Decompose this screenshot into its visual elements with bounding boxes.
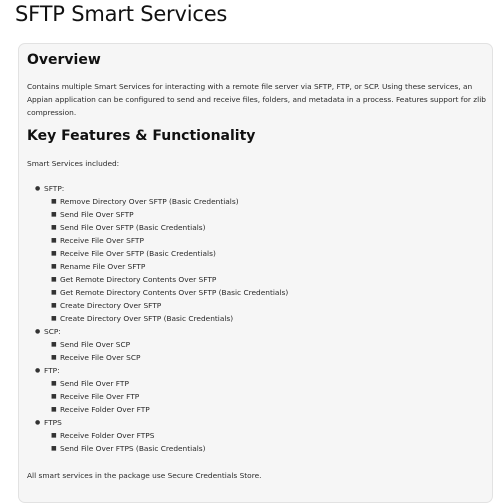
list-item: Send File Over FTP [60,379,129,388]
description-panel [18,43,493,503]
bullet-square: ■ [51,237,57,244]
group-label-scp: SCP: [44,327,61,336]
overview-heading: Overview [27,52,101,68]
bullet-square: ■ [51,198,57,205]
bullet-disc: ● [35,419,41,426]
bullet-disc: ● [35,328,41,335]
list-item: Create Directory Over SFTP [60,301,162,310]
bullet-disc: ● [35,185,41,192]
group-label-ftps: FTPS [44,418,62,427]
list-item: Create Directory Over SFTP (Basic Credentials) [60,314,234,323]
bullet-square: ■ [51,445,57,452]
list-item: Rename File Over SFTP [60,262,146,271]
bullet-square: ■ [51,276,57,283]
features-intro: Smart Services included: [27,159,120,168]
bullet-square: ■ [51,224,57,231]
group-label-ftp: FTP: [44,366,60,375]
list-item: Remove Directory Over SFTP (Basic Credentials) [60,197,239,206]
bullet-square: ■ [51,393,57,400]
list-item: Get Remote Directory Contents Over SFTP [60,275,217,284]
bullet-square: ■ [51,341,57,348]
page-title: SFTP Smart Services [15,2,228,26]
bullet-square: ■ [51,250,57,257]
list-item: Receive Folder Over FTP [60,405,150,414]
bullet-square: ■ [51,432,57,439]
footer-note: All smart services in the package use Secure Credentials Store. [27,471,262,480]
overview-text: Contains multiple Smart Services for interacting with a remote file server via SFTP, FTP, or SCP. Using these services, an Appian application can be configured to send and receive files, folders, and metadata in a process. Features support for zlib compression. [27,82,486,117]
list-item: Send File Over SCP [60,340,131,349]
features-heading: Key Features & Functionality [27,128,256,144]
list-item: Receive File Over SFTP [60,236,144,245]
bullet-square: ■ [51,406,57,413]
bullet-square: ■ [51,289,57,296]
list-item: Send File Over SFTP (Basic Credentials) [60,223,206,232]
list-item: Receive Folder Over FTPS [60,431,155,440]
list-item: Receive File Over FTP [60,392,140,401]
group-label-sftp: SFTP: [44,184,65,193]
bullet-square: ■ [51,380,57,387]
list-item: Receive File Over SFTP (Basic Credentials) [60,249,216,258]
bullet-square: ■ [51,211,57,218]
bullet-disc: ● [35,367,41,374]
list-item: Get Remote Directory Contents Over SFTP (Basic Credentials) [60,288,289,297]
bullet-square: ■ [51,315,57,322]
bullet-square: ■ [51,354,57,361]
bullet-square: ■ [51,263,57,270]
list-item: Send File Over FTPS (Basic Credentials) [60,444,206,453]
list-item: Send File Over SFTP [60,210,134,219]
bullet-square: ■ [51,302,57,309]
list-item: Receive File Over SCP [60,353,141,362]
